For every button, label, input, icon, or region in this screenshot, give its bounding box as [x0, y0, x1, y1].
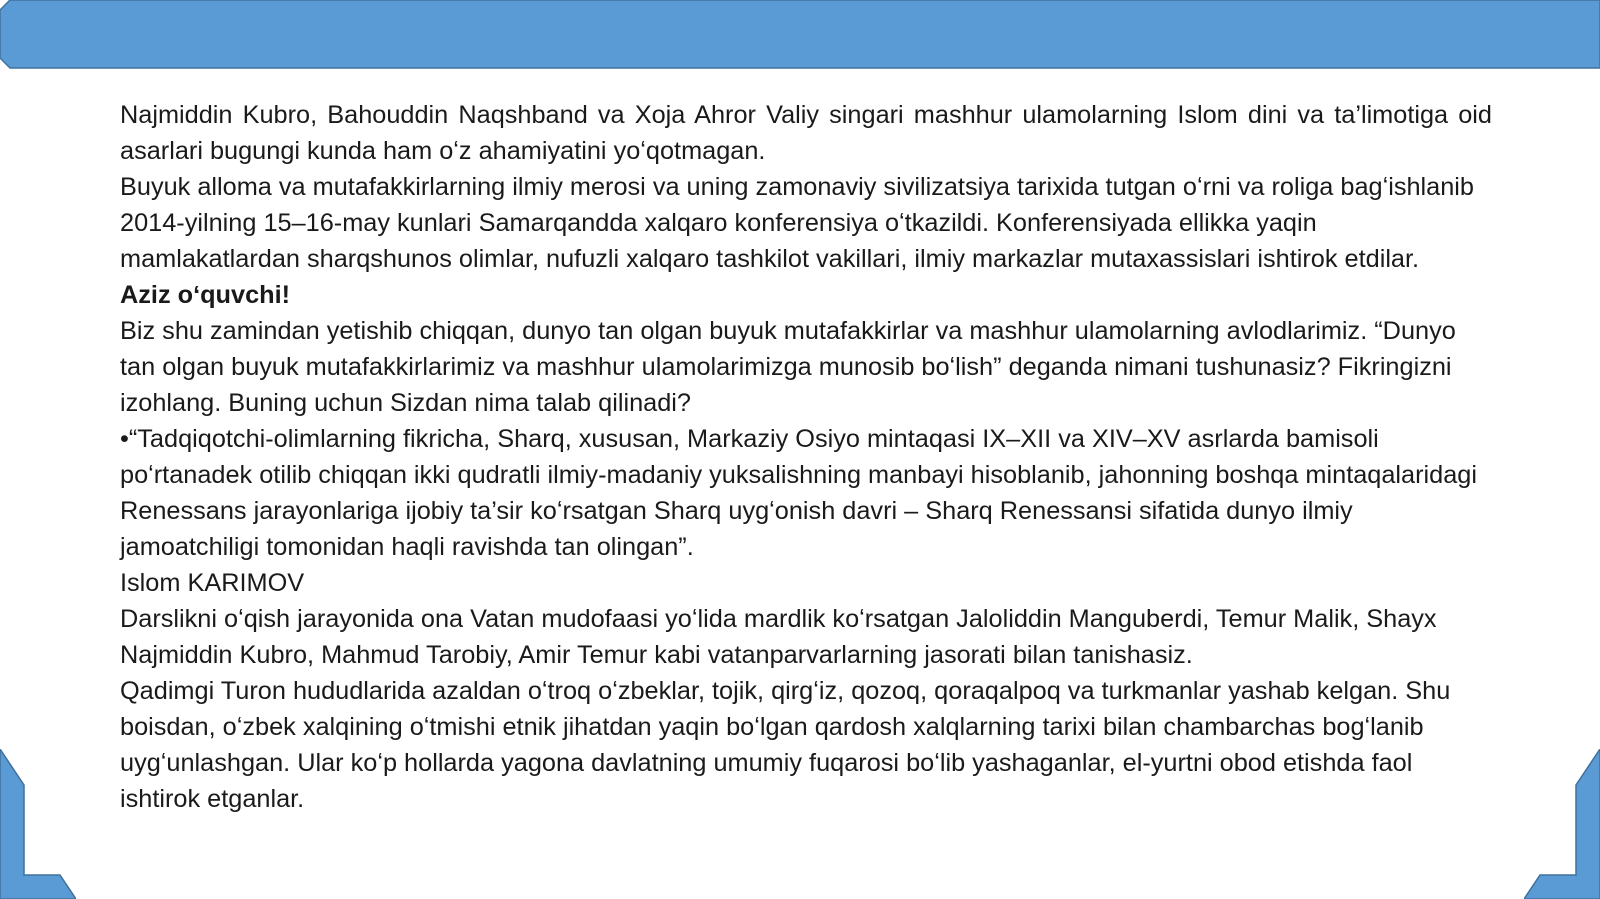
bottom-left-corner-decoration — [0, 749, 76, 899]
paragraph-question: Biz shu zamindan yetishib chiqqan, dunyo tan olgan buyuk mutafakkirlar va mashhur ulamolarning avlodlarimiz. “Dunyo tan olgan buyuk mutafakkirlarimiz va mashhur ulamolarimizga munosib boʻlish” deganda nimani tushunasiz? Fikringizni izohlang. Buning uchun Sizdan nima talab qilinadi? — [120, 317, 1456, 417]
quote-paragraph: •“Tadqiqotchi-olimlarning fikricha, Sharq, xususan, Markaziy Osiyo mintaqasi IX–XII va XIV–XV asrlarda bamisoli poʻrtanadek otilib chiqqan ikki qudratli ilmiy-madaniy yuksalishning manbayi hisoblanib, jahonning boshqa mintaqalaridagi Renessans jarayonlariga ijobiy ta’sir koʻrsatgan Sharq uygʻonish davri – Sharq Renessansi sifatida dunyo ilmiy jamoatchiligi tomonidan haqli ravishda tan olingan”. — [120, 425, 1477, 561]
document-body — [120, 97, 1492, 817]
paragraph-conference: Buyuk alloma va mutafakkirlarning ilmiy merosi va uning zamonaviy sivilizatsiya tarixida tutgan oʻrni va roliga bagʻishlanib 2014-yilning 15–16-may kunlari Samarqandda xalqaro konferensiya oʻtkazildi. Konferensiyada ellikka yaqin mamlakatlardan sharqshunos olimlar, nufuzli xalqaro tashkilot vakillari, ilmiy markazlar mutaxassislari ishtirok etdilar. — [120, 173, 1474, 273]
header-banner — [0, 0, 1600, 70]
bottom-right-corner-decoration — [1524, 749, 1600, 899]
paragraph-turon: Qadimgi Turon hududlarida azaldan oʻtroq oʻzbeklar, tojik, qirgʻiz, qozoq, qoraqalpoq va turkmanlar yashab kelgan. Shu boisdan, oʻzbek xalqining oʻtmishi etnik jihatdan yaqin boʻlgan qardosh xalqlarning tarixi bilan chambarchas bogʻlanib uygʻunlashgan. Ular koʻp hollarda yagona davlatning umumiy fuqarosi boʻlib yashaganlar, el-yurtni obod etishda faol ishtirok etganlar. — [120, 677, 1451, 813]
quote-author: Islom KARIMOV — [120, 569, 305, 597]
paragraph-heroes: Darslikni oʻqish jarayonida ona Vatan mudofaasi yoʻlida mardlik koʻrsatgan Jaloliddin Manguberdi, Temur Malik, Shayx Najmiddin Kubro, Mahmud Tarobiy, Amir Temur kabi vatanparvarlarning jasorati bilan tanishasiz. — [120, 605, 1437, 669]
reader-heading: Aziz oʻquvchi! — [120, 281, 291, 309]
paragraph-ulamolar: Najmiddin Kubro, Bahouddin Naqshband va Xoja Ahror Valiy singari mashhur ulamolarning Islom dini va ta’limotiga oid asarlari bugungi kunda ham oʻz ahamiyatini yoʻqotmagan. — [120, 101, 1492, 165]
